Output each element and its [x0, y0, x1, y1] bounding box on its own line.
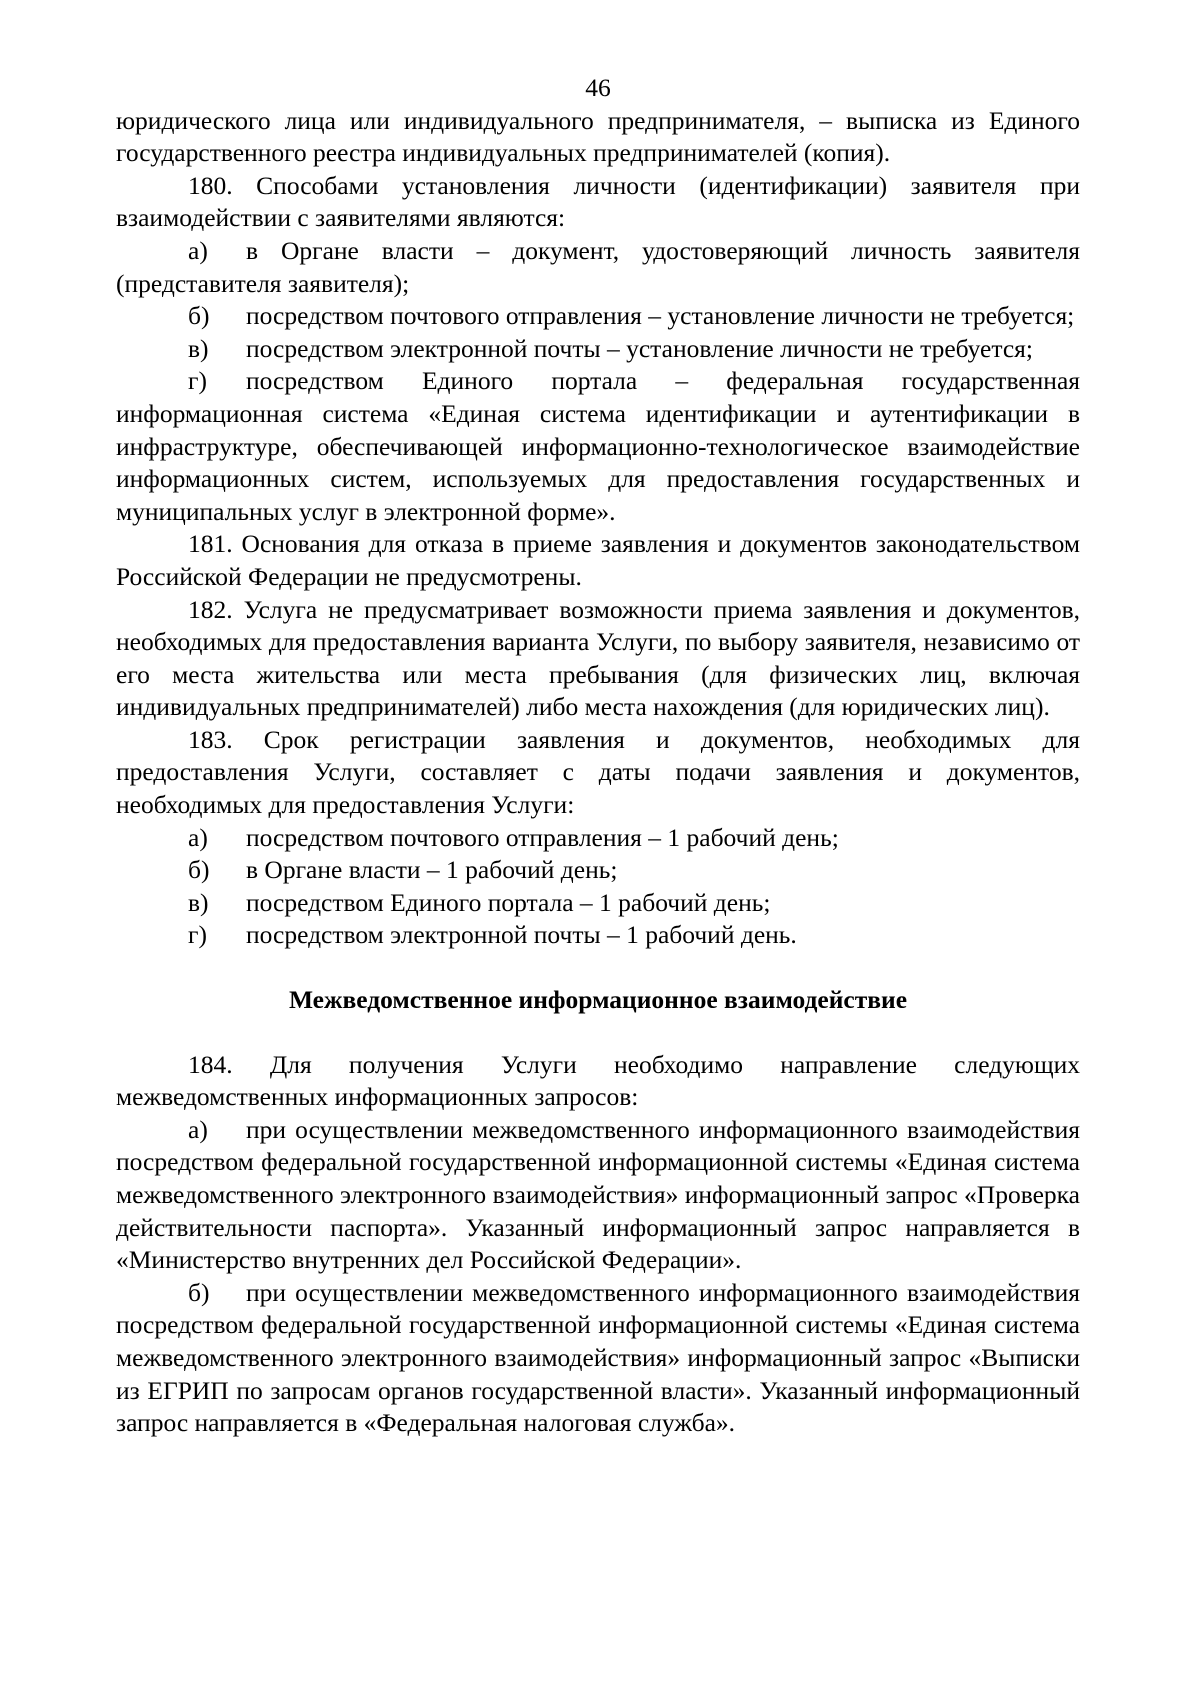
list-marker: б) — [188, 1277, 210, 1307]
list-item-text: в Органе власти – 1 рабочий день; — [246, 855, 618, 885]
list-item-183-b — [116, 854, 1080, 887]
paragraph-183: 183. Срок регистрации заявления и документов, необходимых для предоставления Услуги, составляет с даты подачи заявления и документов, необходимых для предоставления Услуги: — [116, 724, 1080, 820]
paragraph-continuation: юридического лица или индивидуального предпринимателя, – выписка из Единого государственного реестра индивидуальных предпринимателей (копия). — [116, 105, 1080, 168]
list-item-183-c — [116, 887, 1080, 920]
list-item-text: посредством электронной почты – 1 рабочий день. — [246, 920, 797, 950]
list-item-text: посредством почтового отправления – 1 рабочий день; — [246, 822, 839, 852]
list-item-180-b — [116, 300, 1080, 333]
list-item-text: посредством почтового отправления – установление личности не требуется; — [246, 301, 1075, 331]
list-item-184-b — [116, 1277, 1080, 1440]
list-marker: а) — [188, 822, 208, 852]
paragraph-180: 180. Способами установления личности (идентификации) заявителя при взаимодействии с заявителями являются: — [116, 170, 1080, 233]
paragraph-182: 182. Услуга не предусматривает возможности приема заявления и документов, необходимых для предоставления варианта Услуги, по выбору заявителя, независимо от его места жительства или места пребывания (для физических лиц, включая индивидуальных предпринимателей) либо места нахождения (для юридических лиц). — [116, 594, 1080, 722]
list-item-text: в Органе власти – документ, удостоверяющий личность заявителя (представителя заявителя); — [116, 235, 1080, 298]
list-marker: а) — [188, 235, 208, 265]
list-marker: г) — [188, 920, 207, 950]
list-item-text: посредством Единого портала – 1 рабочий день; — [246, 887, 771, 917]
list-item-text: при осуществлении межведомственного информационного взаимодействия посредством федеральной государственной информационной системы «Единая система межведомственного электронного взаимодействия» информационный запрос «Выписки из ЕГРИП по запросам органов государственной власти». Указанный информационный запрос направляется в «Федеральная налоговая служба». — [116, 1277, 1080, 1438]
paragraph-184: 184. Для получения Услуги необходимо направление следующих межведомственных информационных запросов: — [116, 1049, 1080, 1112]
list-item-183-d — [116, 919, 1080, 952]
list-item-180-c — [116, 333, 1080, 366]
list-marker: в) — [188, 887, 209, 917]
list-marker: г) — [188, 366, 207, 396]
list-item-180-a — [116, 235, 1080, 300]
list-item-184-a — [116, 1114, 1080, 1277]
page-number: 46 — [585, 73, 611, 102]
list-marker: в) — [188, 333, 209, 363]
list-item-183-a — [116, 822, 1080, 855]
list-item-text: посредством электронной почты – установление личности не требуется; — [246, 333, 1033, 363]
list-marker: б) — [188, 301, 210, 331]
document-page — [116, 72, 1080, 1440]
section-heading: Межведомственное информационное взаимодействие — [288, 985, 908, 1015]
paragraph-181: 181. Основания для отказа в приеме заявления и документов законодательством Российской Федерации не предусмотрены. — [116, 529, 1080, 591]
list-marker: б) — [188, 855, 210, 885]
list-marker: а) — [188, 1114, 208, 1144]
list-item-text: посредством Единого портала – федеральная государственная информационная система «Единая система идентификации и аутентификации в инфраструктуре, обеспечивающей информационно-технологическое взаимодействие информационных систем, используемых для предоставления государственных и муниципальных услуг в электронной форме». — [116, 366, 1080, 526]
list-item-text: при осуществлении межведомственного информационного взаимодействия посредством федеральной государственной информационной системы «Единая система межведомственного электронного взаимодействия» информационный запрос «Проверка действительности паспорта». Указанный информационный запрос направляется в «Министерство внутренних дел Российской Федерации». — [116, 1114, 1080, 1275]
list-item-180-d — [116, 365, 1080, 528]
